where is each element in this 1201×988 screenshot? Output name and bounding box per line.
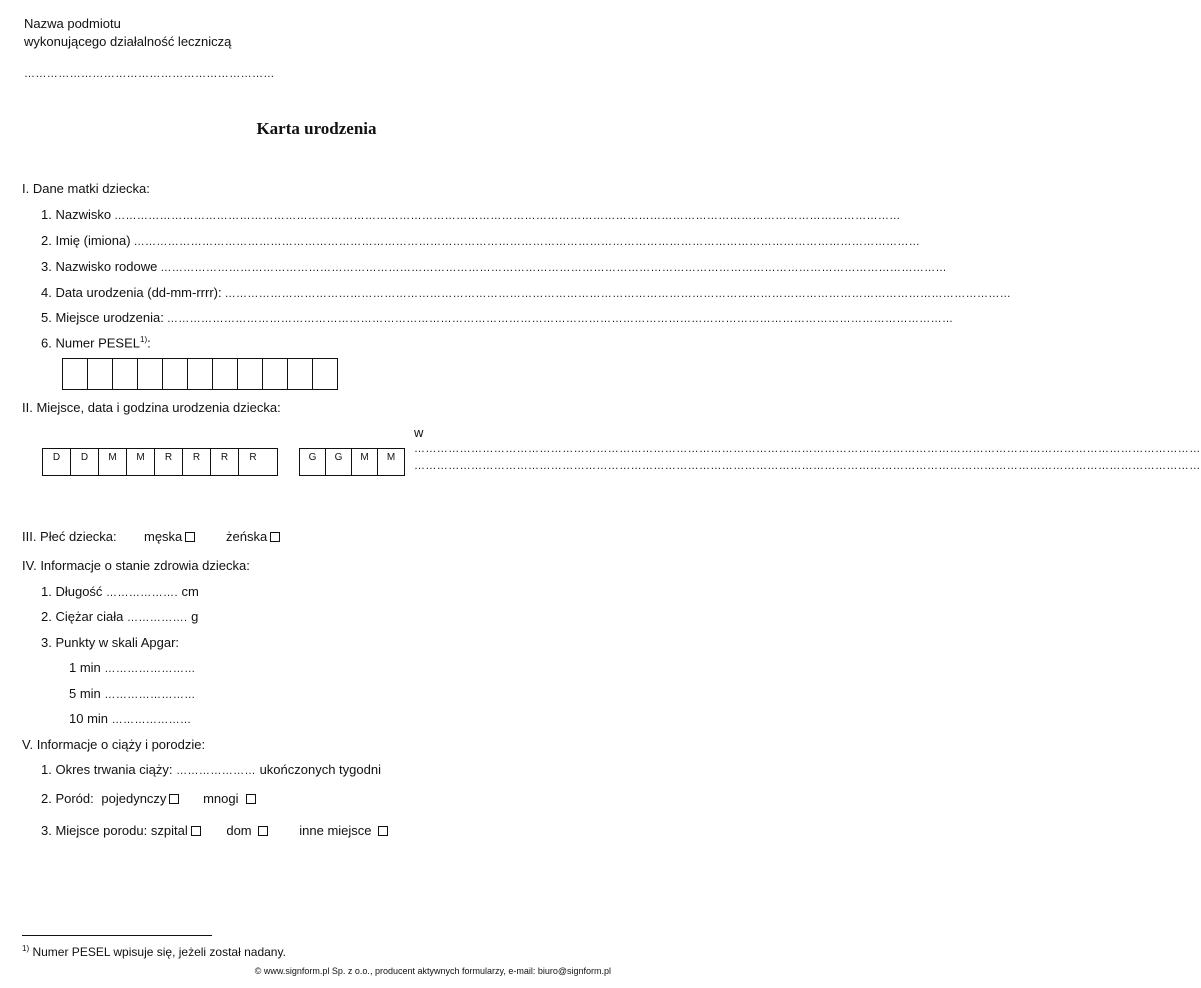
length-field[interactable]: ………………. xyxy=(106,587,178,599)
sex-female-checkbox[interactable] xyxy=(270,532,280,542)
sex-male-option[interactable] xyxy=(144,529,195,544)
sex-female-option[interactable] xyxy=(226,529,280,544)
pesel-digit-cell[interactable] xyxy=(238,359,263,390)
time-cell-g1[interactable]: G xyxy=(300,449,326,475)
pesel-digit-cell[interactable] xyxy=(263,359,288,390)
delivery-other-label: inne miejsce xyxy=(299,823,372,838)
mother-surname-label: 1. Nazwisko xyxy=(41,207,112,222)
mother-birth-surname-label: 3. Nazwisko rodowe xyxy=(41,259,158,274)
apgar-10-row xyxy=(69,711,191,726)
duration-row xyxy=(41,762,381,777)
date-cell-r2[interactable]: R xyxy=(183,449,211,475)
footnote-mark: 1) xyxy=(22,944,30,953)
fill-dots: ……………………………………………………………………………………………………………………………………………………………………………………… xyxy=(133,236,921,248)
length-row xyxy=(41,584,199,599)
time-cell-m1[interactable]: M xyxy=(352,449,378,475)
duration-suffix: ukończonych tygodni xyxy=(259,762,381,777)
pesel-digit-cell[interactable] xyxy=(313,359,338,390)
apgar-1-label: 1 min xyxy=(69,660,101,675)
duration-label: 1. Okres trwania ciąży: xyxy=(41,762,173,777)
birth-place-field-line2[interactable]: ……………………………………………………………………………………………………………………………………………………………………………………… xyxy=(414,460,1201,472)
pesel-footnote-ref: 1) xyxy=(140,335,148,344)
sex-male-label: męska xyxy=(144,529,183,544)
birth-place-field-line1[interactable]: ……………………………………………………………………………………………………………………………………………………………………………………… xyxy=(414,443,1201,455)
fill-dots: ……………………………………………………………………………………………………………………………………………………………………………………… xyxy=(224,288,1012,300)
delivery-place-label: 3. Miejsce porodu: xyxy=(41,823,148,838)
date-cell-d1[interactable]: D xyxy=(43,449,71,475)
page-title: Karta urodzenia xyxy=(256,119,377,138)
apgar-1-field[interactable]: …………………… xyxy=(104,663,196,675)
weight-field[interactable]: ……………. xyxy=(127,612,188,624)
weight-row xyxy=(41,609,198,624)
date-cell-m1[interactable]: M xyxy=(99,449,127,475)
pesel-digit-cell[interactable] xyxy=(63,359,88,390)
pesel-label xyxy=(41,335,151,350)
footnote-separator xyxy=(22,935,212,936)
fill-dots: ……………………………………………………………………………………………………………………………………………………………………………………… xyxy=(166,313,954,325)
fill-dots: ……………………………………………………………………………………………………………………………………………………………………………………… xyxy=(114,210,901,222)
delivery-home-checkbox[interactable] xyxy=(258,826,268,836)
duration-field[interactable]: ………………… xyxy=(176,765,256,777)
length-label: 1. Długość xyxy=(41,584,103,599)
apgar-5-field[interactable]: …………………… xyxy=(104,689,196,701)
sex-female-label: żeńska xyxy=(226,529,268,544)
entity-name-label-line2: wykonującego działalność leczniczą xyxy=(24,34,232,49)
footnote-text: Numer PESEL wpisuje się, jeżeli został nadany. xyxy=(32,945,286,959)
pesel-grid xyxy=(62,358,338,390)
sex-male-checkbox[interactable] xyxy=(185,532,195,542)
date-cell-r4[interactable]: R xyxy=(249,452,257,463)
fill-dots: ……………………………………………………………………………………………………………………………………………………………………………………… xyxy=(160,262,947,274)
delivery-home-label: dom xyxy=(226,823,252,838)
mother-surname-field[interactable] xyxy=(41,207,901,222)
pesel-digit-cell[interactable] xyxy=(163,359,188,390)
pesel-label-colon: : xyxy=(147,335,151,351)
section-mother-heading: I. Dane matki dziecka: xyxy=(22,181,150,196)
time-cell-g2[interactable]: G xyxy=(326,449,352,475)
delivery-row xyxy=(41,791,256,806)
delivery-home-option[interactable] xyxy=(226,823,271,838)
date-cell-r3[interactable]: R xyxy=(211,449,239,475)
delivery-hospital-checkbox[interactable] xyxy=(191,826,201,836)
date-cell-d2[interactable]: D xyxy=(71,449,99,475)
delivery-multiple-label: mnogi xyxy=(203,791,239,806)
weight-label: 2. Ciężar ciała xyxy=(41,609,124,624)
delivery-place-row xyxy=(41,823,388,838)
delivery-other-option[interactable] xyxy=(299,823,387,838)
delivery-multiple-checkbox[interactable] xyxy=(246,794,256,804)
apgar-10-label: 10 min xyxy=(69,711,109,726)
mother-dob-label: 4. Data urodzenia (dd-mm-rrrr): xyxy=(41,285,222,300)
entity-name-field[interactable]: ………………………………………………………… xyxy=(24,68,275,80)
apgar-10-field[interactable]: ………………… xyxy=(111,714,192,726)
pesel-digit-cell[interactable] xyxy=(288,359,313,390)
apgar-5-row xyxy=(69,686,196,701)
footnote xyxy=(22,944,286,959)
birth-place-w-label: w xyxy=(414,425,424,440)
time-cell-m2[interactable]: M xyxy=(386,452,396,463)
section-sex-heading: III. Płeć dziecka: xyxy=(22,529,117,544)
delivery-single-option[interactable] xyxy=(101,791,183,806)
apgar-1-row xyxy=(69,660,196,675)
section-health-heading: IV. Informacje o stanie zdrowia dziecka: xyxy=(22,558,250,573)
mother-given-names-field[interactable] xyxy=(41,233,921,248)
mother-place-of-birth-field[interactable] xyxy=(41,310,954,325)
pesel-digit-cell[interactable] xyxy=(88,359,113,390)
mother-given-names-label: 2. Imię (imiona) xyxy=(41,233,131,248)
section-pregnancy-heading: V. Informacje o ciąży i porodzie: xyxy=(22,737,206,752)
delivery-hospital-option[interactable] xyxy=(151,823,204,838)
mother-dob-field[interactable] xyxy=(41,285,1012,300)
delivery-multiple-option[interactable] xyxy=(203,791,256,806)
delivery-single-label: pojedynczy xyxy=(101,791,167,806)
delivery-other-checkbox[interactable] xyxy=(378,826,388,836)
pesel-digit-cell[interactable] xyxy=(213,359,238,390)
delivery-hospital-label: szpital xyxy=(150,823,188,838)
birth-date-grid xyxy=(42,448,278,476)
entity-name-label: Nazwa podmiotu xyxy=(24,16,121,31)
birth-time-grid xyxy=(299,448,405,476)
date-cell-m2[interactable]: M xyxy=(127,449,155,475)
mother-birth-surname-field[interactable] xyxy=(41,259,947,274)
mother-place-of-birth-label: 5. Miejsce urodzenia: xyxy=(41,310,164,325)
pesel-digit-cell[interactable] xyxy=(138,359,163,390)
copyright-notice: © www.signform.pl Sp. z o.o., producent aktywnych formularzy, e-mail: biuro@signform.pl xyxy=(254,966,611,976)
apgar-5-label: 5 min xyxy=(69,686,101,701)
date-cell-r1[interactable]: R xyxy=(155,449,183,475)
pesel-digit-cell[interactable] xyxy=(113,359,138,390)
delivery-label: 2. Poród: xyxy=(41,791,94,806)
pesel-digit-cell[interactable] xyxy=(188,359,213,390)
section-birth-heading: II. Miejsce, data i godzina urodzenia dziecka: xyxy=(22,400,281,415)
length-unit: cm xyxy=(181,584,199,599)
delivery-single-checkbox[interactable] xyxy=(169,794,179,804)
pesel-label-text: 6. Numer PESEL xyxy=(41,335,140,351)
apgar-label: 3. Punkty w skali Apgar: xyxy=(41,635,180,650)
weight-unit: g xyxy=(191,609,199,624)
